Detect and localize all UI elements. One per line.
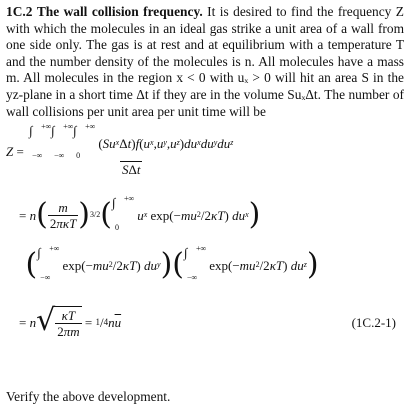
eq-line-4: = n √ $\frac{\kappa T}{2\pi m}$ = 1 / 4 n $\overline{u}$ xyxy=(6,303,122,340)
derivation xyxy=(6,120,404,365)
problem-statement: It is desired to find the frequency Z with which the molecules in an ideal gas strike a unit area of a wall from one side only. The gas is at rest and at equilibrium with a temperature T and the number density of the molecules is n. All molecules have a mass m. All molecules in the region x < 0 with uₓ > 0 will hit an area S in the yz-plane in a short time Δt if they are in the volume SuₓΔt. The number of wall collisions per unit area per unit time will be xyxy=(6,4,404,119)
equation-number: (1C.2-1) xyxy=(351,315,396,331)
eq-line-3: ( ∫ +∞ −∞ exp(− mu 2 /2 κT ) du y )( ∫ +∞ −∞ exp(− mu 2 /2 κT ) du z ) xyxy=(25,244,319,283)
eq-line-1: Z = ∫ +∞ −∞ ∫ +∞ −∞ ∫ +∞ 0 ( Su x Δ t ) f ( u x , u y , u z ) du x du y du z SΔt xyxy=(6,122,234,178)
problem-number: 1C.2 xyxy=(6,4,33,19)
problem-title: The wall collision frequency. xyxy=(36,4,203,19)
eq-line-2: = n ( $\frac{m}{\text{2πκT}}$ ) 3/2 ( ∫ +∞ 0 u x exp(− mu 2 /2 κT ) du x ) xyxy=(6,194,261,233)
footer-text: Verify the above development. xyxy=(6,389,171,404)
problem-text xyxy=(6,4,404,120)
